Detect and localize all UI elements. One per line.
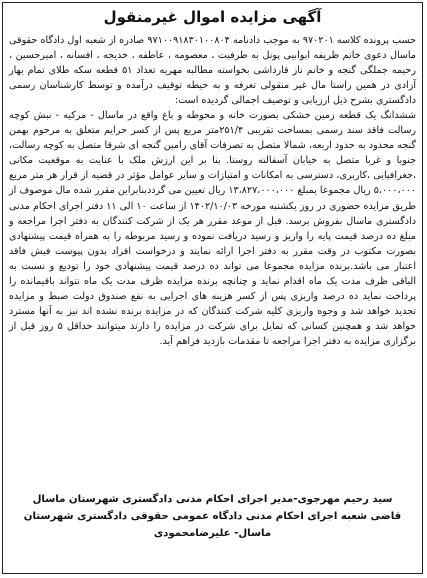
signature-line-judge: قاضی شعبه اجرای احکام مدنی دادگاه عمومی حقوقی دادگستری شهرستان ماسال- علیرضامحمودی [23,511,402,539]
auction-notice [2,2,423,574]
signature-line-executive-manager: سید رحیم مهرجوی-مدیر اجرای احکام مدنی دادگستری شهرستان ماسال [32,494,393,505]
notice-paragraph-details: ششدانگ یک قطعه زمین خشکی بصورت خانه و محوطه و باغ واقع در ماسال - مرکیه - نبش کوچه رسالت فاقد سند رسمی بمساحت تقریبی ۲۵۱/۴متر مربع پس از کسر حرایم متعلق به مرحوم بهمن گنجه محدود به حدود اربعه، شمالا متصل به تصرفات آقای رامین گنجه ای شرقا متصل به کوچه رسالت، جنوبا و غربا متصل به خیابان آسفالته روستا. بنا بر این ارزش ملک با عنایت به موقعیت مکانی ،جغرافیایی ،کاربری، دسترسی به امکانات و امتیازات و سایر عوامل مؤثر در قضیه از قرار هر متر مربع ۵،۰۰۰،۰۰۰ ریال مجموعا بمبلغ ۱۳،۸۲۷،۰۰۰،۰۰۰ ریال تعیین می گرددبنابراین مقرر شده مال موصوف از طریق مزایده حضوری در روز یکشنبه مورخه ۱۴۰۲/۱۰/۰۳ از ساعت ۱۰ الی ۱۱ دفتر اجرای احکام مدنی دادگستری ماسال بفروش برسد. قبل از موعد مقرر هر یک از شرکت کنندگان به دفتر اجرا مراجعه و مبلغ ده درصد قیمت پایه را واریز و رسید دریافت نموده و رسید مربوطه را به همراه قیمت پیشنهادی بصورت مکتوب در وقت مقرر به دفتر اجرا ارائه نمایند و درخواست افراد بدون پیوست فیش فاقد اعتبار می باشد.برنده مزایده مجموعا می تواند ده درصد قیمت پیشنهادی خود را تودیع و نسبت به الباقی ظرف مدت یک ماه اقدام نماید و چنانچه برنده مزایده ظرف مدت یک ماه نتواند باقیمانده را پرداخت نماید ده درصد واریزی پس از کسر هزینه های اجرایی به نفع صندوق دولت ضبط و مزایده تجدید خواهد شد و وجوه واریزی کلیه شرکت کنندگان که در مزایده برنده نشده اند نیز به آنها مسترد خواهد شد و همچنین کسانی که تمایل برای شرکت در مزایده را دارند میتوانند حداقل ۵ روز قبل از برگزاری مزایده به دفتر اجرا مراجعه تا مقدمات بازدید فراهم آید. [9,110,416,347]
notice-title: آگهی مزایده اموال غیرمنقول [103,8,322,26]
notice-signature [9,491,416,542]
notice-paragraph-intro: حسب پرونده کلاسه ۹۷۰۲۰۱ به موجب دادنامه ۹۷۱۰۰۹۱۸۳۰۱۰۰۸۰۴ صادره از شعبه اول دادگاه حقوقی ماسال دعوی خانم ظریفه ابوابیی پونل به طرفیت ، معصومه ، عاطفه ، خدیجه ، افسانه ، امیرحسین ، رحیمه جملگی گنجه و خانم ناز قارداشی بخواسته مطالبه مهریه تعداد ۵۱ قطعه سکه طلای تمام بهار آزادی در همین راستا مال غیر منقولی تعرفه و به حیطه توقیف درآمده و توسط کارشناسان رسمی دادگستری بشرح ذیل ارزیابی و توصیف اجمالی گردیده است: [9,35,416,107]
notice-body [9,33,416,349]
